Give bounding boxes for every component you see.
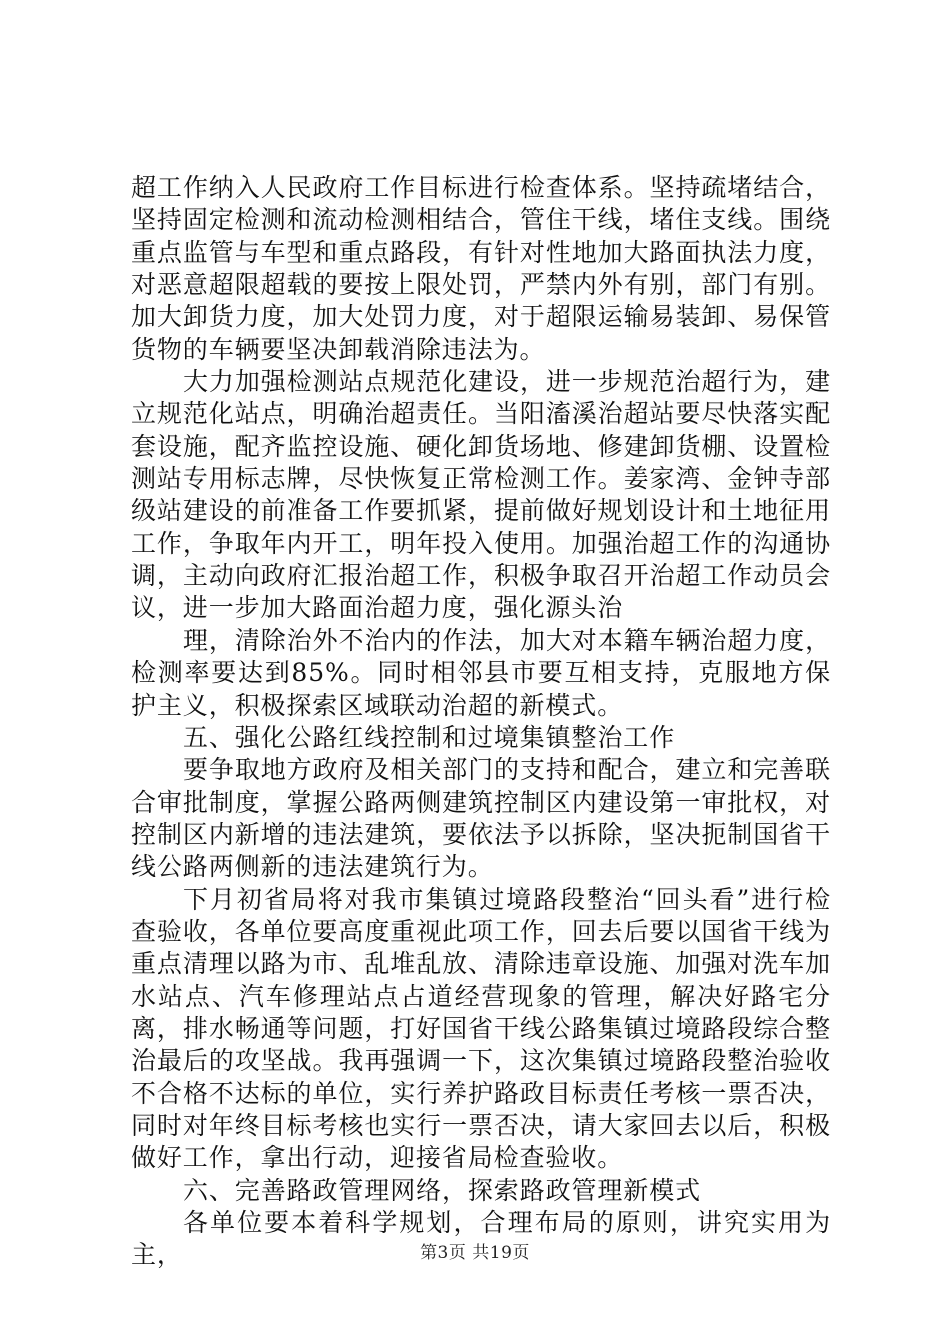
paragraph-4: 要争取地方政府及相关部门的支持和配合，建立和完善联合审批制度，掌握公路两侧建筑控制区内建设第一审批权，对控制区内新增的违法建筑，要依法予以拆除，坚决扼制国省干线公路两侧新的违法建筑行为。 (131, 755, 831, 882)
paragraph-5: 下月初省局将对我市集镇过境路段整治“回头看”进行检查验收，各单位要高度重视此项工作，回去后要以国省干线为重点清理以路为市、乱堆乱放、清除违章设施、加强对洗车加水站点、汽车修理站点占道经营现象的管理，解决好路宅分离，排水畅通等问题，打好国省干线公路集镇过境路段综合整治最后的攻坚战。我再强调一下，这次集镇过境路段整治验收不合格不达标的单位，实行养护路政目标责任考核一票否决，同时对年终目标考核也实行一票否决，请大家回去以后，积极做好工作，拿出行动，迎接省局检查验收。 (131, 884, 831, 1173)
body-text (131, 172, 831, 1272)
section-heading-5: 五、强化公路红线控制和过境集镇整治工作 (183, 722, 676, 752)
paragraph-3: 理，清除治外不治内的作法，加大对本籍车辆治超力度，检测率要达到85%。同时相邻县市要互相支持，克服地方保护主义，积极探索区域联动治超的新模式。 (131, 625, 831, 720)
paragraph-2: 大力加强检测站点规范化建设，进一步规范治超行为，建立规范化站点，明确治超责任。当阳滀溪治超站要尽快落实配套设施，配齐监控设施、硬化卸货场地、修建卸货棚、设置检测站专用标志牌，尽快恢复正常检测工作。姜家湾、金钟寺部级站建设的前准备工作要抓紧，提前做好规划设计和土地征用工作，争取年内开工，明年投入使用。加强治超工作的沟通协调，主动向政府汇报治超工作，积极争取召开治超工作动员会议，进一步加大路面治超力度，强化源头治 (131, 367, 831, 623)
paragraph-1: 超工作纳入人民政府工作目标进行检查体系。坚持疏堵结合，坚持固定检测和流动检测相结合，管住干线，堵住支线。围绕重点监管与车型和重点路段，有针对性地加大路面执法力度，对恶意超限超载的要按上限处罚，严禁内外有别，部门有别。加大卸货力度，加大处罚力度，对于超限运输易装卸、易保管货物的车辆要坚决卸载消除违法为。 (131, 173, 831, 364)
page-number-footer: 第3页 共19页 (420, 1243, 530, 1263)
section-heading-6: 六、完善路政管理网络，探索路政管理新模式 (183, 1175, 702, 1205)
paragraph-6: 各单位要本着科学规划，合理布局的原则，讲究实用为主， (131, 1208, 831, 1270)
